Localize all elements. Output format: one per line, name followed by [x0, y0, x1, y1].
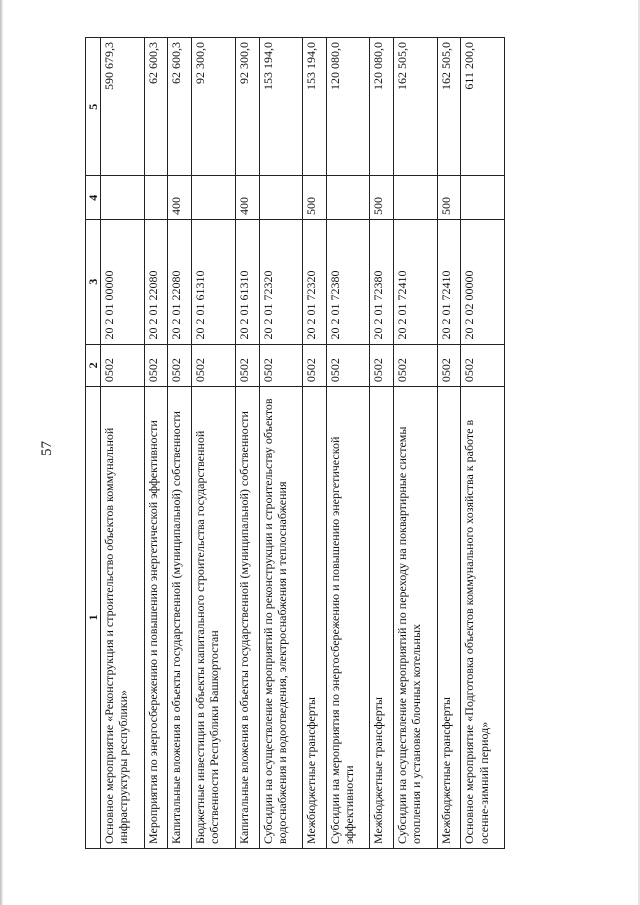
table-row — [235, 38, 259, 849]
row-name: Межбюджетные трансферты — [303, 387, 327, 849]
row-amount: 153 194,0 — [303, 38, 327, 176]
row-amount: 62 600,3 — [168, 38, 192, 176]
row-name: Межбюджетные трансферты — [370, 387, 394, 849]
table-row — [144, 38, 168, 849]
row-code: 20 2 01 22080 — [144, 220, 168, 345]
row-kvr — [259, 176, 302, 220]
column-header-5: 5 — [86, 38, 101, 176]
row-amount: 162 505,0 — [394, 38, 437, 176]
page-number: 57 — [39, 441, 55, 456]
row-amount: 120 080,0 — [370, 38, 394, 176]
table-frame — [85, 37, 505, 849]
row-section: 0502 — [259, 344, 302, 387]
row-kvr: 500 — [437, 176, 461, 220]
table-row — [370, 38, 394, 849]
row-section: 0502 — [370, 344, 394, 387]
row-amount: 162 505,0 — [437, 38, 461, 176]
row-kvr — [326, 176, 369, 220]
row-section: 0502 — [235, 344, 259, 387]
row-code: 20 2 01 72320 — [303, 220, 327, 345]
row-name: Бюджетные инвестиции в объекты капитального строительства государственной собственности Республики Башкортостан — [192, 387, 235, 849]
table-row — [437, 38, 461, 849]
row-section: 0502 — [101, 344, 144, 387]
row-code: 20 2 01 72410 — [394, 220, 437, 345]
table-row — [168, 38, 192, 849]
table-row — [192, 38, 235, 849]
row-name: Основное мероприятие «Подготовка объектов коммунального хозяйства к работе в осенне-зимний период» — [461, 387, 505, 849]
row-kvr — [461, 176, 505, 220]
row-amount: 590 679,3 — [101, 38, 144, 176]
row-code: 20 2 01 22080 — [168, 220, 192, 345]
row-code: 20 2 01 72380 — [326, 220, 369, 345]
table-row — [101, 38, 144, 849]
row-name: Основное мероприятие «Реконструкция и строительство объектов коммунальной инфраструктуры республики» — [101, 387, 144, 849]
column-header-4: 4 — [86, 176, 101, 220]
row-amount: 120 080,0 — [326, 38, 369, 176]
row-code: 20 2 02 00000 — [461, 220, 505, 345]
row-kvr: 500 — [370, 176, 394, 220]
row-code: 20 2 01 72410 — [437, 220, 461, 345]
table-header-row — [86, 38, 101, 849]
row-section: 0502 — [144, 344, 168, 387]
budget-table — [85, 37, 505, 849]
row-section: 0502 — [437, 344, 461, 387]
table-row — [259, 38, 302, 849]
row-code: 20 2 01 00000 — [101, 220, 144, 345]
row-name: Капитальные вложения в объекты государственной (муниципальной) собственности — [235, 387, 259, 849]
table-row — [461, 38, 505, 849]
row-name: Субсидии на осуществление мероприятий по реконструкции и строительству объектов водоснабжения и водоотведения, электроснабжения и теплоснабжения — [259, 387, 302, 849]
row-code: 20 2 01 61310 — [235, 220, 259, 345]
row-kvr — [192, 176, 235, 220]
row-code: 20 2 01 72320 — [259, 220, 302, 345]
row-amount: 92 300,0 — [192, 38, 235, 176]
row-amount: 153 194,0 — [259, 38, 302, 176]
row-section: 0502 — [168, 344, 192, 387]
table-row — [303, 38, 327, 849]
row-kvr — [394, 176, 437, 220]
row-amount: 62 600,3 — [144, 38, 168, 176]
table-row — [326, 38, 369, 849]
row-amount: 611 200,0 — [461, 38, 505, 176]
row-section: 0502 — [326, 344, 369, 387]
row-kvr — [101, 176, 144, 220]
row-code: 20 2 01 72380 — [370, 220, 394, 345]
row-name: Капитальные вложения в объекты государственной (муниципальной) собственности — [168, 387, 192, 849]
column-header-2: 2 — [86, 344, 101, 387]
row-kvr — [144, 176, 168, 220]
column-header-3: 3 — [86, 220, 101, 345]
page-edge-shadow — [0, 0, 3, 905]
row-section: 0502 — [394, 344, 437, 387]
row-section: 0502 — [192, 344, 235, 387]
column-header-1: 1 — [86, 387, 101, 849]
row-name: Межбюджетные трансферты — [437, 387, 461, 849]
row-name: Субсидии на осуществление мероприятий по переходу на поквартирные системы отопления и установке блочных котельных — [394, 387, 437, 849]
row-kvr: 400 — [235, 176, 259, 220]
row-kvr: 500 — [303, 176, 327, 220]
row-code: 20 2 01 61310 — [192, 220, 235, 345]
row-kvr: 400 — [168, 176, 192, 220]
row-name: Мероприятия по энергосбережению и повышению энергетической эффективности — [144, 387, 168, 849]
row-section: 0502 — [303, 344, 327, 387]
table-row — [394, 38, 437, 849]
row-name: Субсидии на мероприятия по энергосбережению и повышению энергетической эффективности — [326, 387, 369, 849]
row-amount: 92 300,0 — [235, 38, 259, 176]
row-section: 0502 — [461, 344, 505, 387]
